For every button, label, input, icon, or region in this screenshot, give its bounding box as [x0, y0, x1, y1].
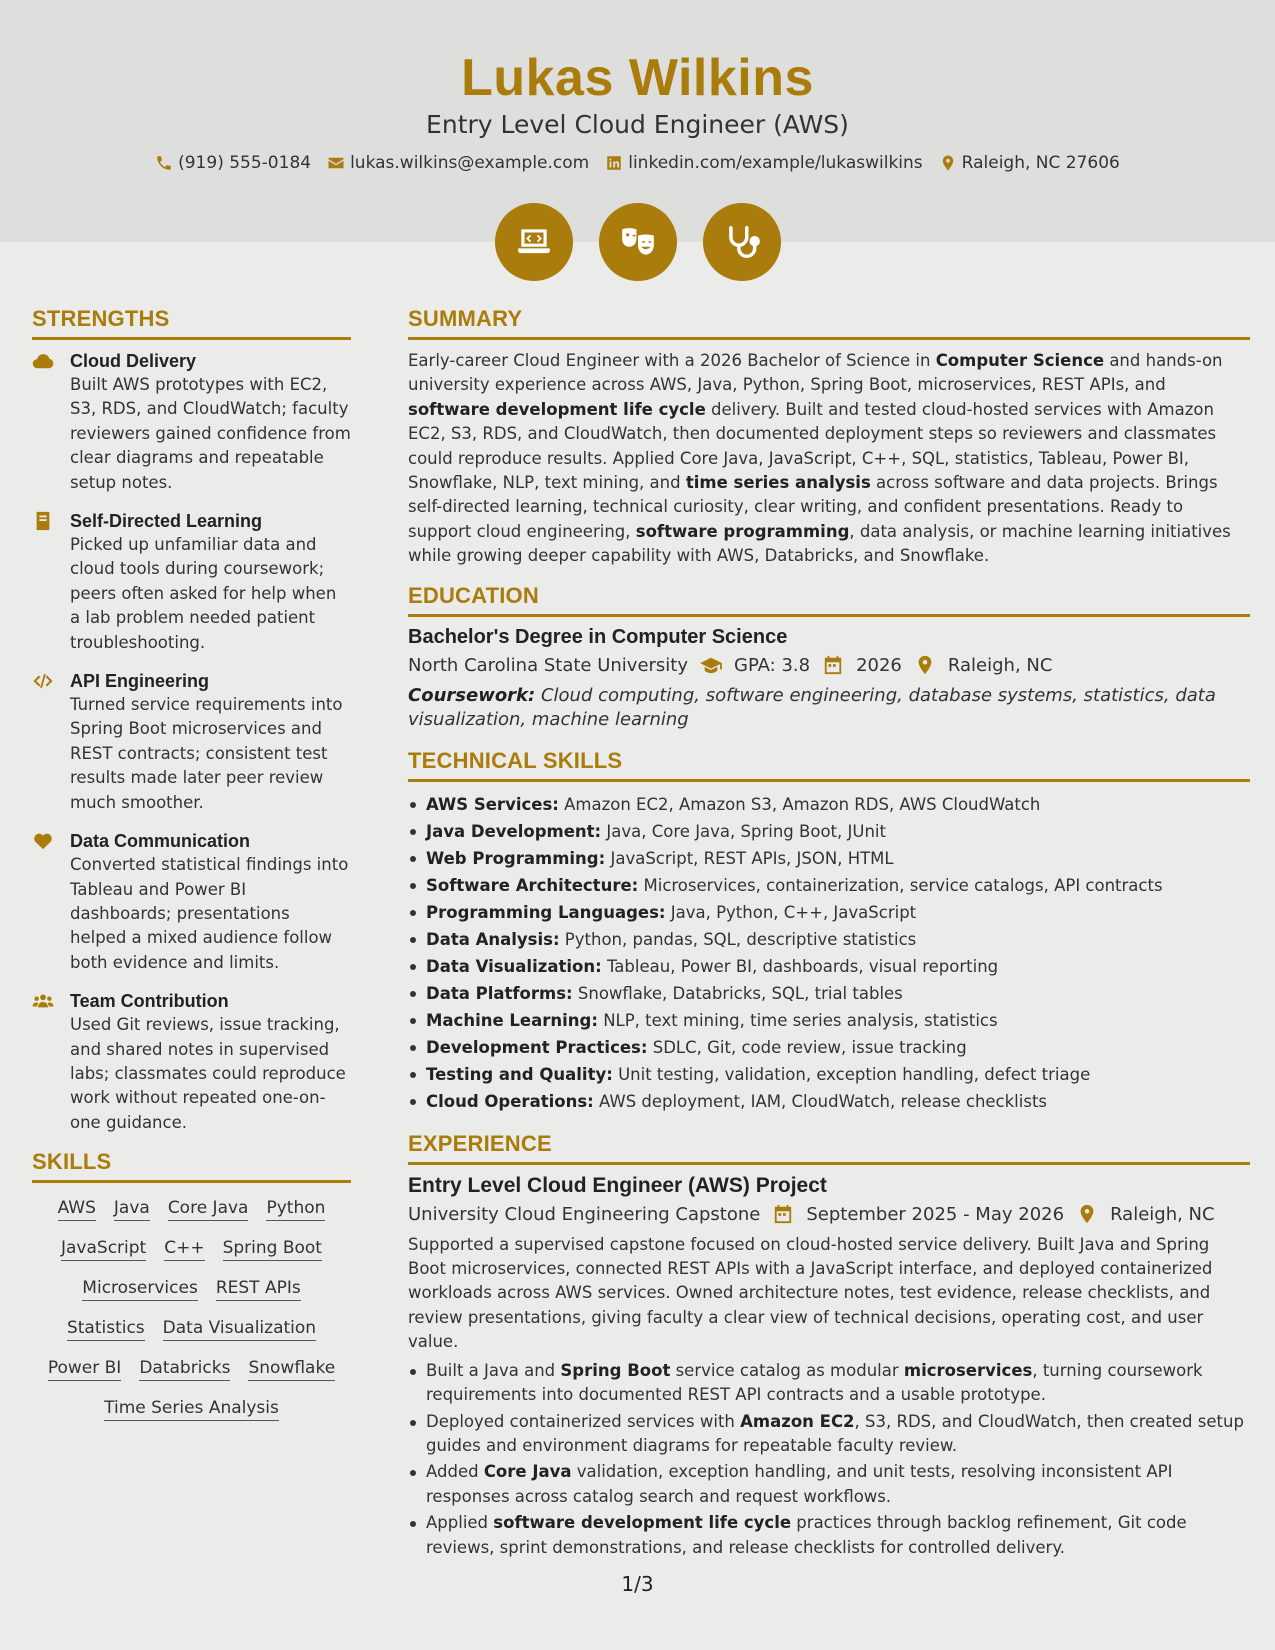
education-meta	[408, 655, 1250, 676]
stethoscope-icon	[723, 223, 761, 261]
list-item: Applied software development life cycle practices through backlog refinement, Git code reviews, sprint demonstrations, and release checklists for controlled delivery.	[408, 1511, 1250, 1560]
skill-tag: AWS	[58, 1198, 96, 1221]
code-icon	[32, 671, 54, 691]
list-item: Deployed containerized services with Amazon EC2, S3, RDS, and CloudWatch, then created setup guides and environment diagrams for repeatable faculty review.	[408, 1410, 1250, 1459]
list-item: Data Visualization: Tableau, Power BI, dashboards, visual reporting	[408, 953, 1250, 980]
experience-meta	[408, 1204, 1250, 1225]
skill-tag: Time Series Analysis	[104, 1398, 279, 1421]
experience-description: Supported a supervised capstone focused on cloud-hosted service delivery. Built Java and Spring Boot microservices, connected REST APIs with a JavaScript interface, and deployed containerized workloads across AWS services. Owned architecture notes, test evidence, release checklists, and review presentations, giving faculty a clear view of technical decisions, operating cost, and user value.	[408, 1234, 1213, 1352]
cloud-icon	[32, 351, 54, 371]
phone-text: (919) 555-0184	[178, 153, 312, 173]
summary-text: Early-career Cloud Engineer with a 2026 Bachelor of Science in Computer Science and hands-on university experience across AWS, Java, Python, Spring Boot, microservices, REST APIs, and software development life cycle delivery. Built and tested cloud-hosted services with Amazon EC2, S3, RDS, and CloudWatch, then documented deployment steps so reviewers and classmates could reproduce results. Applied Core Java, JavaScript, C++, SQL, statistics, Tableau, Power BI, Snowflake, NLP, text mining, and time series analysis across software and data projects. Brings self-directed learning, technical curiosity, clear writing, and confident presentations. Ready to support cloud engineering, software programming, data analysis, or machine learning initiatives while growing deeper capability with AWS, Databricks, and Snowflake.	[408, 351, 1231, 566]
stethoscope-badge	[703, 203, 781, 281]
strength-title: Team Contribution	[70, 991, 229, 1012]
experience-dates: September 2025 - May 2026	[806, 1203, 1065, 1225]
linkedin-icon	[605, 154, 623, 172]
strength-title: Self-Directed Learning	[70, 511, 263, 532]
experience-bullets	[408, 1359, 1250, 1560]
laptop-code-badge	[495, 203, 573, 281]
contact-location	[939, 153, 1120, 173]
contact-phone[interactable]	[155, 153, 311, 173]
calendar-icon	[772, 1204, 794, 1224]
technical-skills-list	[408, 791, 1250, 1115]
strength-desc: Used Git reviews, issue tracking, and shared notes in supervised labs; classmates could reproduce work without repeated one-on-one guidance.	[70, 1015, 346, 1132]
location-text: Raleigh, NC 27606	[961, 153, 1120, 173]
experience-role: Entry Level Cloud Engineer (AWS) Project	[408, 1173, 827, 1197]
list-item: Programming Languages: Java, Python, C++, JavaScript	[408, 899, 1250, 926]
strength-item	[32, 669, 351, 815]
skills-heading: SKILLS	[32, 1149, 351, 1183]
right-column	[408, 306, 1250, 1562]
experience-location: Raleigh, NC	[1110, 1203, 1215, 1225]
heart-icon	[32, 831, 54, 851]
laptop-code-icon	[515, 223, 553, 261]
list-item: Cloud Operations: AWS deployment, IAM, CloudWatch, release checklists	[408, 1088, 1250, 1115]
strength-desc: Converted statistical findings into Tableau and Power BI dashboards; presentations helped a mixed audience follow both evidence and limits.	[70, 855, 349, 972]
experience-heading: EXPERIENCE	[408, 1131, 1250, 1165]
map-pin-icon	[939, 154, 957, 172]
skill-tag: Databricks	[139, 1358, 230, 1381]
job-title: Entry Level Cloud Engineer (AWS)	[426, 110, 849, 139]
coursework: Coursework: Cloud computing, software engineering, database systems, statistics, data visualization, machine learning	[408, 684, 1216, 730]
theater-masks-badge	[599, 203, 677, 281]
list-item: Data Platforms: Snowflake, Databricks, SQL, trial tables	[408, 980, 1250, 1007]
skill-tag: REST APIs	[216, 1278, 301, 1301]
list-item: AWS Services: Amazon EC2, Amazon S3, Amazon RDS, AWS CloudWatch	[408, 791, 1250, 818]
strength-title: API Engineering	[70, 671, 210, 692]
degree-title: Bachelor's Degree in Computer Science	[408, 625, 788, 648]
contact-linkedin[interactable]	[605, 153, 922, 173]
strengths-heading: STRENGTHS	[32, 306, 351, 340]
page-number: 1/3	[621, 1572, 654, 1596]
summary-heading: SUMMARY	[408, 306, 1250, 340]
email-text: lukas.wilkins@example.com	[350, 153, 590, 173]
skill-tag: Java	[114, 1198, 150, 1221]
skill-tag: Spring Boot	[223, 1238, 322, 1261]
skill-tag: JavaScript	[61, 1238, 146, 1261]
list-item: Machine Learning: NLP, text mining, time series analysis, statistics	[408, 1007, 1250, 1034]
list-item: Software Architecture: Microservices, containerization, service catalogs, API contracts	[408, 872, 1250, 899]
strength-desc: Turned service requirements into Spring Boot microservices and REST contracts; consistent test results made later peer review much smoother.	[70, 695, 343, 812]
list-item: Added Core Java validation, exception handling, and unit tests, resolving inconsistent API responses across catalog search and request workflows.	[408, 1460, 1250, 1509]
strength-desc: Built AWS prototypes with EC2, S3, RDS, and CloudWatch; faculty reviewers gained confidence from clear diagrams and repeatable setup notes.	[70, 375, 351, 492]
strength-item	[32, 989, 351, 1135]
strength-title: Cloud Delivery	[70, 351, 197, 371]
strength-item	[32, 509, 351, 655]
envelope-icon	[327, 154, 345, 172]
skill-tag: Core Java	[168, 1198, 249, 1221]
candidate-name: Lukas Wilkins	[461, 49, 814, 107]
skill-tag: Python	[266, 1198, 325, 1221]
phone-icon	[155, 154, 173, 172]
users-icon	[32, 991, 54, 1011]
map-pin-icon	[914, 655, 936, 675]
calendar-icon	[822, 655, 844, 675]
list-item: Java Development: Java, Core Java, Spring Boot, JUnit	[408, 818, 1250, 845]
strength-item	[32, 829, 351, 975]
list-item: Built a Java and Spring Boot service catalog as modular microservices, turning coursework requirements into documented REST API contracts and a usable prototype.	[408, 1359, 1250, 1408]
school-name: North Carolina State University	[408, 654, 689, 676]
strength-desc: Picked up unfamiliar data and cloud tools during coursework; peers often asked for help when a lab problem needed patient troubleshooting.	[70, 535, 337, 652]
skill-tag: Snowflake	[248, 1358, 335, 1381]
education-location: Raleigh, NC	[947, 654, 1053, 676]
skill-tag: Power BI	[48, 1358, 121, 1381]
skill-tag: Statistics	[67, 1318, 145, 1341]
skill-tag: Microservices	[82, 1278, 198, 1301]
contact-email[interactable]	[327, 153, 589, 173]
list-item: Testing and Quality: Unit testing, validation, exception handling, defect triage	[408, 1061, 1250, 1088]
skills-list	[32, 1192, 351, 1421]
linkedin-text: linkedin.com/example/lukaswilkins	[628, 153, 923, 173]
technical-skills-heading: TECHNICAL SKILLS	[408, 748, 1250, 782]
list-item: Development Practices: SDLC, Git, code review, issue tracking	[408, 1034, 1250, 1061]
badge-row	[0, 203, 1275, 281]
book-icon	[32, 511, 54, 531]
gpa-text: GPA: 3.8	[734, 654, 811, 676]
map-pin-icon	[1076, 1204, 1098, 1224]
graduation-cap-icon	[700, 655, 722, 675]
graduation-year: 2026	[856, 654, 902, 676]
experience-org: University Cloud Engineering Capstone	[408, 1203, 761, 1225]
left-column	[32, 306, 351, 1421]
list-item: Web Programming: JavaScript, REST APIs, JSON, HTML	[408, 845, 1250, 872]
theater-masks-icon	[619, 223, 657, 261]
list-item: Data Analysis: Python, pandas, SQL, descriptive statistics	[408, 926, 1250, 953]
strength-title: Data Communication	[70, 831, 251, 852]
contact-bar	[0, 153, 1275, 173]
strength-item	[32, 349, 351, 495]
education-heading: EDUCATION	[408, 583, 1250, 617]
skill-tag: C++	[164, 1238, 204, 1261]
skill-tag: Data Visualization	[163, 1318, 316, 1341]
